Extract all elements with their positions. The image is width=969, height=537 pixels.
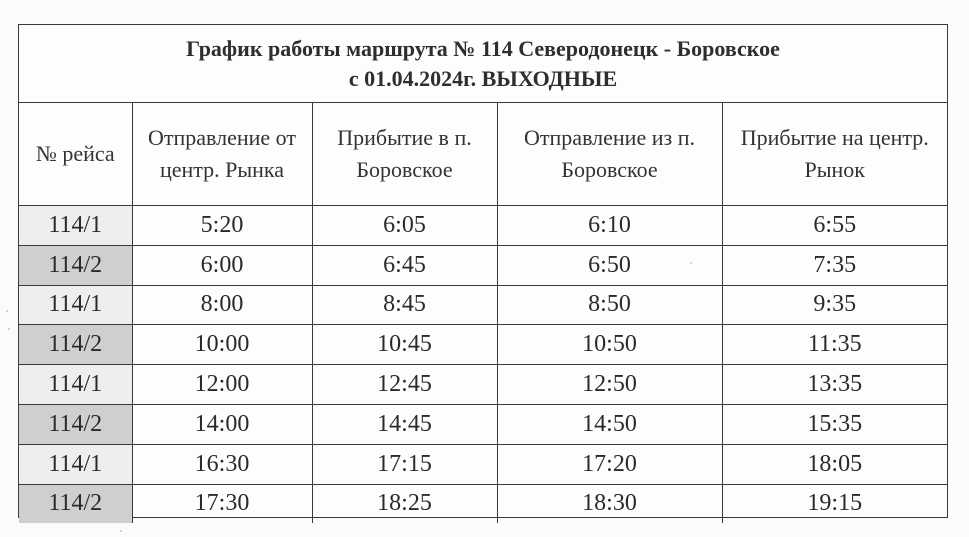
table-row [19,245,947,285]
time-cell: 18:30 [497,484,722,523]
time-cell: 15:35 [722,404,947,444]
trip-number-cell: 114/2 [19,484,132,523]
trip-number-cell: 114/1 [19,365,132,405]
time-cell: 16:30 [132,444,312,484]
time-cell: 6:50 [497,245,722,285]
time-cell: 6:55 [722,206,947,246]
time-cell: 17:30 [132,484,312,523]
time-cell: 12:00 [132,365,312,405]
time-cell: 8:00 [132,285,312,325]
title-line-2: с 01.04.2024г. ВЫХОДНЫЕ [348,66,618,91]
time-cell: 18:25 [312,484,497,523]
header-row [19,103,947,206]
scan-speck [8,328,10,330]
table-row [19,285,947,325]
time-cell: 18:05 [722,444,947,484]
time-cell: 10:50 [497,325,722,365]
time-cell: 19:15 [722,484,947,523]
table-row [19,206,947,246]
time-cell: 8:45 [312,285,497,325]
time-cell: 7:35 [722,245,947,285]
trip-number-cell: 114/2 [19,245,132,285]
time-cell: 17:15 [312,444,497,484]
trip-number-cell: 114/2 [19,404,132,444]
schedule-table [19,103,947,523]
time-cell: 11:35 [722,325,947,365]
table-row [19,444,947,484]
table-row [19,404,947,444]
title-line-1: График работы маршрута № 114 Северодонецк - Боровское [186,36,780,61]
trip-number-cell: 114/1 [19,444,132,484]
time-cell: 6:45 [312,245,497,285]
time-cell: 8:50 [497,285,722,325]
header-departure-market: Отправление от центр. Рынка [132,103,312,206]
time-cell: 6:10 [497,206,722,246]
time-cell: 10:45 [312,325,497,365]
scan-speck [6,310,8,312]
table-row [19,365,947,405]
table-row [19,325,947,365]
header-arrival-borovskoe: Прибытие в п. Боровское [312,103,497,206]
time-cell: 6:05 [312,206,497,246]
time-cell: 17:20 [497,444,722,484]
time-cell: 6:00 [132,245,312,285]
scan-speck [690,262,692,264]
time-cell: 12:45 [312,365,497,405]
schedule-document [18,24,948,518]
time-cell: 14:45 [312,404,497,444]
time-cell: 10:00 [132,325,312,365]
schedule-title [19,25,947,103]
time-cell: 9:35 [722,285,947,325]
trip-number-cell: 114/2 [19,325,132,365]
trip-number-cell: 114/1 [19,206,132,246]
trip-number-cell: 114/1 [19,285,132,325]
time-cell: 5:20 [132,206,312,246]
table-row [19,484,947,523]
scan-speck [120,530,122,532]
time-cell: 12:50 [497,365,722,405]
header-trip-number: № рейса [19,103,132,206]
time-cell: 13:35 [722,365,947,405]
header-departure-borovskoe: Отправление из п. Боровское [497,103,722,206]
time-cell: 14:00 [132,404,312,444]
time-cell: 14:50 [497,404,722,444]
header-arrival-market: Прибытие на центр. Рынок [722,103,947,206]
